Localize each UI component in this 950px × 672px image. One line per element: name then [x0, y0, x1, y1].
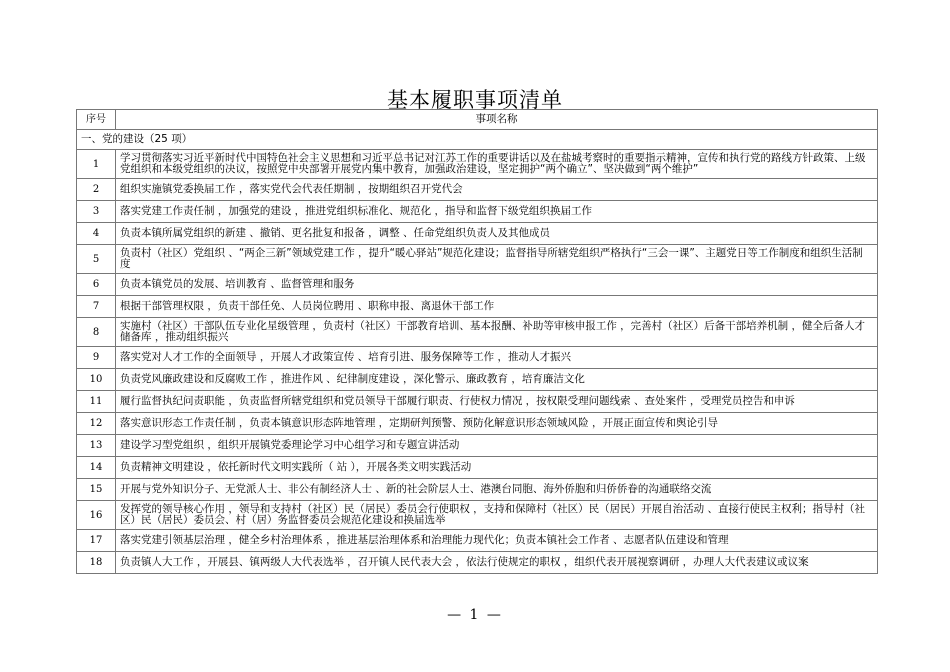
row-number: 11	[77, 391, 116, 413]
row-number: 7	[77, 296, 116, 318]
row-item-text: 履行监督执纪问责职能 ，负责监督所辖党组织和党员领导干部履行职责、行使权力情况 ，按权限受理问题线索 、查处案件 ，受理党员控告和申诉	[116, 391, 878, 413]
row-number: 4	[77, 223, 116, 245]
table-row	[77, 501, 878, 530]
page-number: — 1 —	[447, 607, 503, 623]
row-item-text: 根据干部管理权限 ，负责干部任免、人员岗位聘用 、职称申报、离退休干部工作	[116, 296, 878, 318]
row-item-text: 落实党建工作责任制 ，加强党的建设 ，推进党组织标准化、规范化 ，指导和监督下级党组织换届工作	[116, 201, 878, 223]
table-row	[77, 150, 878, 179]
row-item-text: 负责镇人大工作 ，开展县、镇两级人大代表选举 ，召开镇人民代表大会 ，依法行使规定的职权 ，组织代表开展视察调研 ，办理人大代表建议或议案	[116, 552, 878, 574]
table-row	[77, 179, 878, 201]
row-item-text: 开展与党外知识分子、无党派人士、非公有制经济人士 、新的社会阶层人士、港澳台同胞、海外侨胞和归侨侨眷的沟通联络交流	[116, 479, 878, 501]
row-number: 8	[77, 318, 116, 347]
table-row	[77, 413, 878, 435]
row-number: 17	[77, 530, 116, 552]
table-row	[77, 479, 878, 501]
page-title: 基本履职事项清单	[387, 88, 563, 112]
row-number: 13	[77, 435, 116, 457]
row-item-text: 负责精神文明建设 ，依托新时代文明实践所（ 站 ），开展各类文明实践活动	[116, 457, 878, 479]
row-number: 3	[77, 201, 116, 223]
table-row	[77, 223, 878, 245]
row-number: 2	[77, 179, 116, 201]
row-number: 18	[77, 552, 116, 574]
section-row	[77, 130, 878, 150]
row-number: 10	[77, 369, 116, 391]
table-row	[77, 318, 878, 347]
row-item-text: 实施村（社区）干部队伍专业化星级管理 ，负责村（社区）干部教育培训、基本报酬、补助等审核申报工作 ，完善村（社区）后备干部培养机制 ，健全后备人才储备库 ，推动组织振兴	[116, 318, 878, 347]
row-number: 5	[77, 245, 116, 274]
row-item-text: 发挥党的领导核心作用 ，领导和支持村（社区）民（居民）委员会行使职权 ，支持和保障村（社区）民（居民）开展自治活动 、直接行使民主权利；指导村（社区）民（居民）委员会、村（居）务监督委员会规范化建设和换届选举	[116, 501, 878, 530]
table-row	[77, 391, 878, 413]
row-number: 6	[77, 274, 116, 296]
row-item-text: 负责本镇党员的发展、培训教育 、监督管理和服务	[116, 274, 878, 296]
row-number: 15	[77, 479, 116, 501]
table-row	[77, 435, 878, 457]
table-row	[77, 457, 878, 479]
row-number: 9	[77, 347, 116, 369]
table-row	[77, 201, 878, 223]
table-row	[77, 274, 878, 296]
row-item-text: 组织实施镇党委换届工作 ，落实党代会代表任期制 ，按期组织召开党代会	[116, 179, 878, 201]
row-item-text: 落实党对人才工作的全面领导 ，开展人才政策宣传 、培育引进、服务保障等工作 ，推动人才振兴	[116, 347, 878, 369]
table-row	[77, 296, 878, 318]
row-item-text: 负责党风廉政建设和反腐败工作 ，推进作风 、纪律制度建设 ，深化警示、廉政教育 ，培育廉洁文化	[116, 369, 878, 391]
header-name: 事项名称	[116, 110, 878, 130]
header-no: 序号	[77, 110, 116, 130]
table-row	[77, 552, 878, 574]
table-row	[77, 347, 878, 369]
section-title: 一、党的建设（25 项）	[77, 130, 878, 150]
row-item-text: 落实党建引领基层治理 ，健全乡村治理体系 ，推进基层治理体系和治理能力现代化；负责本镇社会工作者 、志愿者队伍建设和管理	[116, 530, 878, 552]
row-item-text: 负责本镇所属党组织的新建 、撤销、更名批复和报备 ，调整 、任命党组织负责人及其他成员	[116, 223, 878, 245]
duty-table	[76, 109, 878, 574]
row-number: 16	[77, 501, 116, 530]
table-row	[77, 245, 878, 274]
row-number: 1	[77, 150, 116, 179]
table-row	[77, 530, 878, 552]
table-row	[77, 369, 878, 391]
row-item-text: 建设学习型党组织 ，组织开展镇党委理论学习中心组学习和专题宣讲活动	[116, 435, 878, 457]
table-header-row	[77, 110, 878, 130]
row-item-text: 学习贯彻落实习近平新时代中国特色社会主义思想和习近平总书记对江苏工作的重要讲话以及在盐城考察时的重要指示精神，宣传和执行党的路线方针政策、上级党组织和本级党组织的决议，按照党中央部署开展党内集中教育，加强政治建设，坚定拥护“两个确立”、坚决做到“两个维护”	[116, 150, 878, 179]
row-number: 12	[77, 413, 116, 435]
row-item-text: 落实意识形态工作责任制 ，负责本镇意识形态阵地管理 ，定期研判预警、预防化解意识形态领域风险 ，开展正面宣传和舆论引导	[116, 413, 878, 435]
row-item-text: 负责村（社区）党组织 、“两企三新”领域党建工作 ，提升“暖心驿站”规范化建设；监督指导所辖党组织严格执行“三会一课”、主题党日等工作制度和组织生活制度	[116, 245, 878, 274]
row-number: 14	[77, 457, 116, 479]
